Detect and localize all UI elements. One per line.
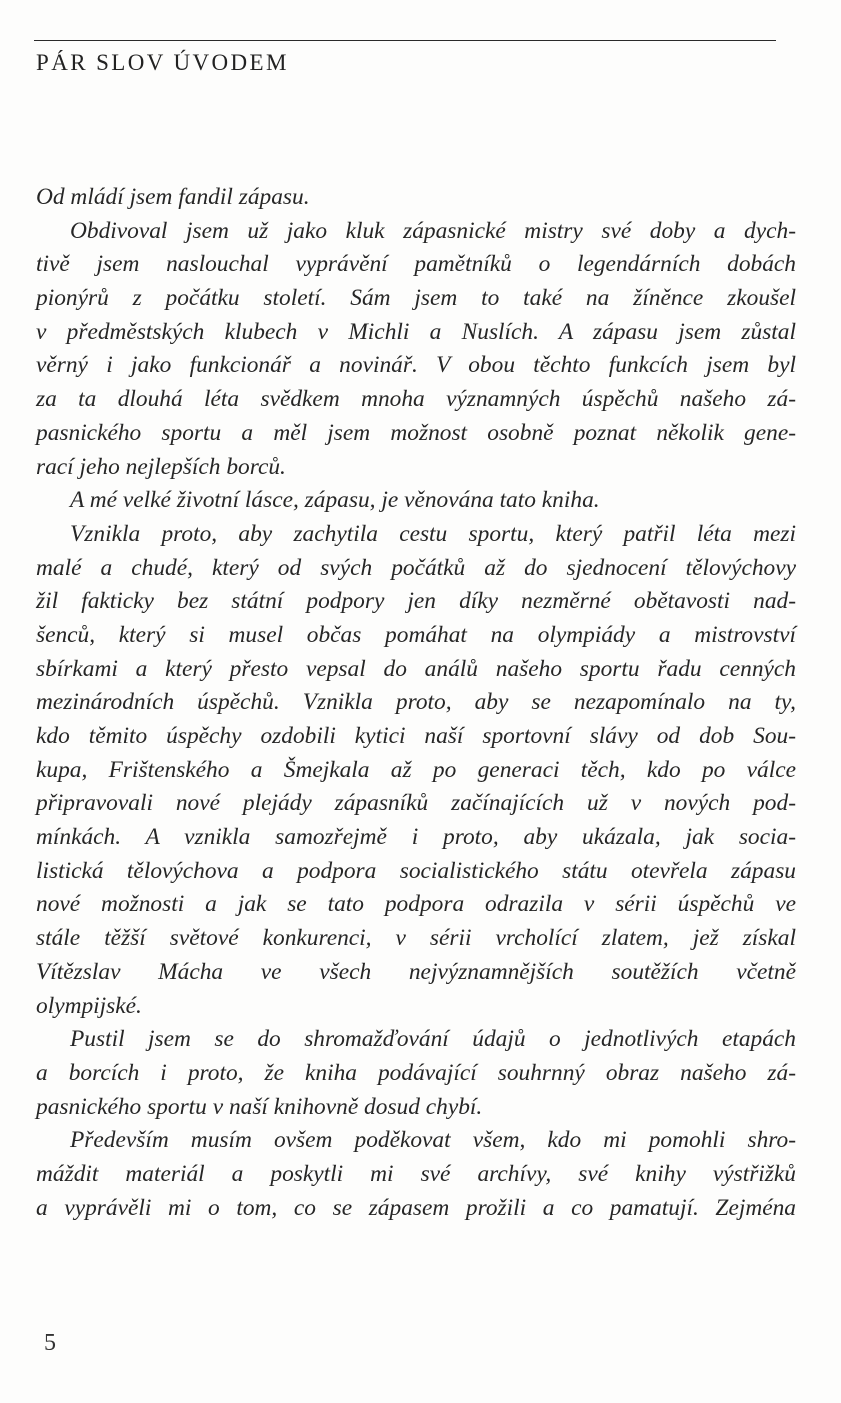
text-line: připravovali nové plejády zápasníků začínajících už v nových pod- xyxy=(36,790,796,817)
text-line: kupa, Frištenského a Šmejkala až po generaci těch, kdo po válce xyxy=(36,756,796,783)
text-line: kdo těmito úspěchy ozdobili kytici naší sportovní slávy od dob Sou- xyxy=(36,723,796,749)
text-line: pionýrů z počátku století. Sám jsem to také na žíněnce zkoušel xyxy=(36,285,796,312)
text-line: nové možnosti a jak se tato podpora odrazila v sérii úspěchů ve xyxy=(36,891,796,918)
text-line: věrný i jako funkcionář a novinář. V obou těchto funkcích jsem byl xyxy=(36,352,796,379)
text-line: Především musím ovšem poděkovat všem, kdo mi pomohli shro- xyxy=(70,1127,796,1154)
text-line: mínkách. A vznikla samozřejmě i proto, aby ukázala, jak socia- xyxy=(36,824,796,851)
text-line: sbírkami a který přesto vepsal do análů našeho sportu řadu cenných xyxy=(36,655,796,682)
text-line: žil fakticky bez státní podpory jen díky nezměrné obětavosti nad- xyxy=(36,588,796,615)
text-line: a borcích i proto, že kniha podávající souhrnný obraz našeho zá- xyxy=(36,1059,796,1086)
body-text xyxy=(36,181,796,1225)
text-line: za ta dlouhá léta svědkem mnoha významných úspěchů našeho zá- xyxy=(36,386,796,413)
text-line: Vznikla proto, aby zachytila cestu sportu, který patřil léta mezi xyxy=(70,520,796,547)
text-line: Pustil jsem se do shromažďování údajů o jednotlivých etapách xyxy=(70,1026,796,1053)
header-rule xyxy=(34,40,776,41)
page-number: 5 xyxy=(44,1330,56,1356)
text-line: v předměstských klubech v Michli a Nuslích. A zápasu jsem zůstal xyxy=(36,318,796,345)
text-line: rací jeho nejlepších borců. xyxy=(36,453,286,480)
text-line: mezinárodních úspěchů. Vznikla proto, aby se nezapomínalo na ty, xyxy=(36,689,796,716)
text-line: Obdivoval jsem už jako kluk zápasnické mistry své doby a dych- xyxy=(70,217,796,244)
text-line: malé a chudé, který od svých počátků až do sjednocení tělovýchovy xyxy=(36,554,796,581)
text-line: máždit materiál a poskytli mi své archívy, své knihy výstřižků xyxy=(36,1160,796,1187)
text-line: pasnického sportu a měl jsem možnost osobně poznat několik gene- xyxy=(36,419,796,446)
chapter-title: PÁR SLOV ÚVODEM xyxy=(36,50,289,75)
text-line: tivě jsem naslouchal vyprávění pamětníků o legendárních dobách xyxy=(36,251,796,278)
text-line: A mé velké životní lásce, zápasu, je věnována tato kniha. xyxy=(70,487,600,514)
text-line: šenců, který si musel občas pomáhat na olympiády a mistrovství xyxy=(36,621,796,648)
text-line: listická tělovýchova a podpora socialistického státu otevřela zápasu xyxy=(36,857,796,884)
text-line: Vítězslav Mácha ve všech nejvýznamnějších soutěžích včetně xyxy=(36,958,796,985)
text-line: pasnického sportu v naší knihovně dosud chybí. xyxy=(36,1093,483,1120)
text-line: a vyprávěli mi o tom, co se zápasem prožili a co pamatují. Zejména xyxy=(36,1194,796,1221)
text-line: Od mládí jsem fandil zápasu. xyxy=(36,184,310,210)
text-line: stále těžší světové konkurenci, v sérii vrcholící zlatem, jež získal xyxy=(36,925,796,952)
text-line: olympijské. xyxy=(36,992,142,1019)
